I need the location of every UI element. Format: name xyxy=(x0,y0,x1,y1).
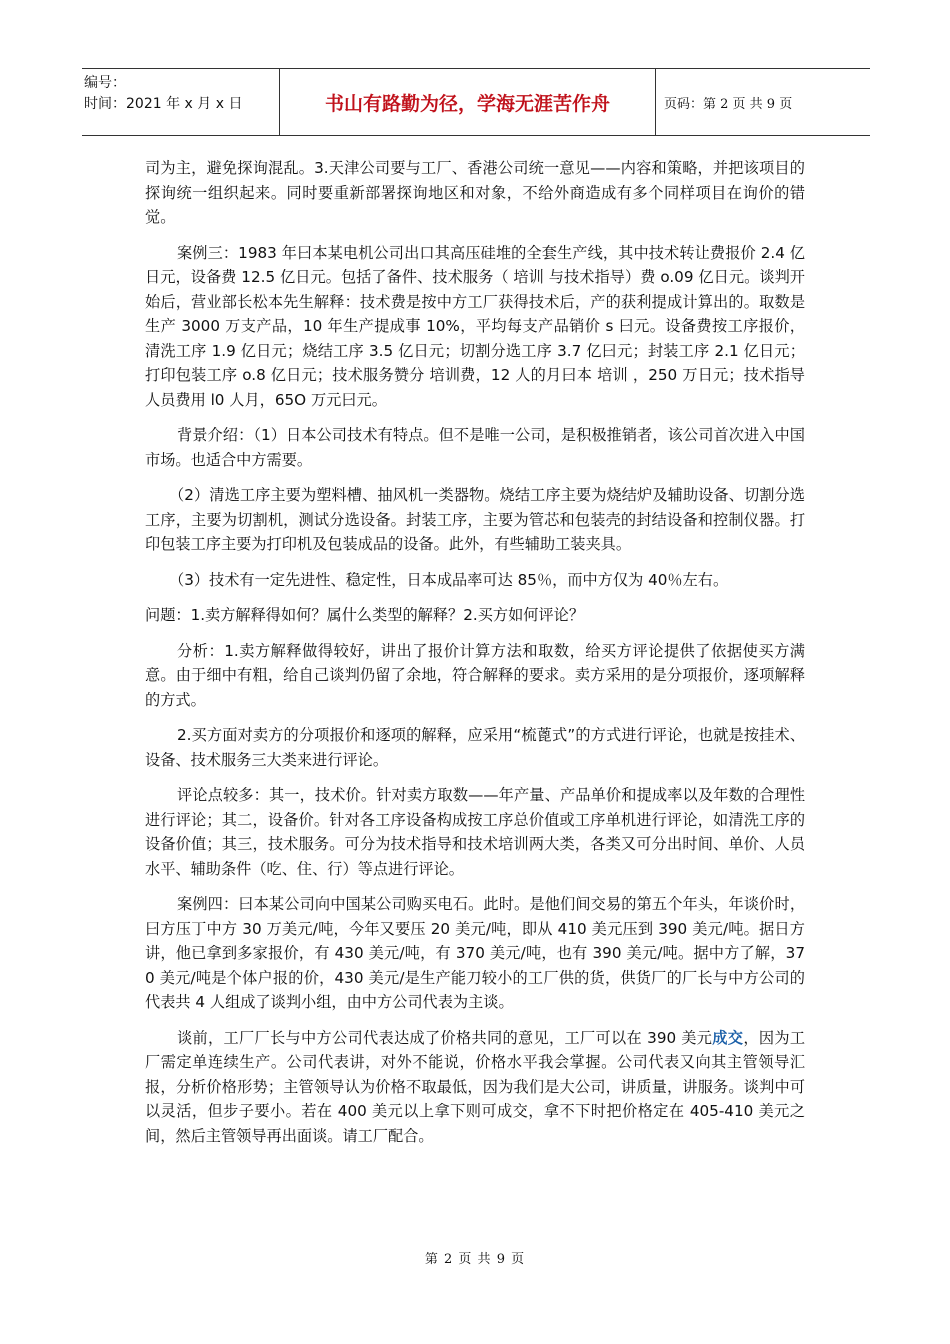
paragraph-review-points: 评论点较多：其一，技术价。针对卖方取数——年产量、产品单价和提成率以及年数的合理性进行评论；其二，设备价。针对各工序设备构成按工序总价值或工序单机进行评论，如清洗工序的设备价值；其三，技术服务。可分为技术指导和技术培训两大类，各类又可分出时间、单价、人员水平、辅助条件（吃、住、行）等点进行评论。 xyxy=(145,786,805,878)
paragraph-background: 背景介绍：（1）日本公司技术有特点。但不是唯一公司，是积极推销者，该公司首次进入中国市场。也适合中方需要。 xyxy=(145,426,805,469)
deal-link[interactable]: 成交 xyxy=(712,1028,744,1047)
header-number-label: 编号： xyxy=(84,75,126,91)
paragraph-case-three: 案例三：1983 年曰本某电机公司出口其高压硅堆的全套生产线，其中技术转让费报价 2.4 亿日元，设备费 12.5 亿日元。包括了备件、技术服务（ 培训 与技术指导）费 o.09 亿日元。谈判开始后，营业部长松本先生解释：技术费是按中方工厂获得技术后，产的获利提成计算出的。取数是生产 3000 万支产品，10 年生产提成事 10%，平均每支产品销价 s 曰元。设备费按工序报价，清洗工序 1.9 亿日元；烧结工序 3.5 亿日元；切割分选工序 3.7 亿曰元；封装工序 2.1 亿日元；打印包装工序 o.8 亿日元；技术服务赞分 培训费，12 人的月曰本 培训 ，250 万日元；技术指导人员费用 l0 人月，65O 万元曰元。 xyxy=(145,243,805,409)
page-header xyxy=(82,68,870,136)
paragraph-continuation: 司为主，避免探询混乱。3.天津公司要与工厂、香港公司统一意见——内容和策略，并把该项目的探询统一组织起来。同时要重新部署探询地区和对象，不给外商造成有多个同样项目在询价的错觉。 xyxy=(145,159,805,226)
header-motto: 书山有路勤为径，学海无涯苦作舟 xyxy=(280,69,656,135)
header-meta xyxy=(82,69,280,135)
paragraph-case-four: 案例四：曰本某公司向中国某公司购买电石。此时。是他们间交易的第五个年头，年谈价时，曰方压丁中方 30 万美元/吨，今年又要压 20 美元/吨，即从 410 美元压到 390 美元/吨。据日方讲，他已拿到多家报价，有 430 美元/吨，有 370 美元/吨，也有 390 美元/吨。据中方了解，370 美元/吨是个体户报的价，430 美元/是生产能刀较小的工厂供的货，供货厂的厂长与中方公司的代表共 4 人组成了谈判小组，由中方公司代表为主谈。 xyxy=(145,895,805,1011)
paragraph-background-2: （2）清选工序主要为塑料槽、抽风机一类器物。烧结工序主要为烧结炉及辅助设备、切割分选工序，主要为切割机，测试分选设备。封装工序，主要为管芯和包装壳的封结设备和控制仪器。打印包装工序主要为打印机及包装成品的设备。此外，有些辅助工装夹具。 xyxy=(145,486,805,553)
document-body xyxy=(145,156,805,1159)
header-page-info-text: 页码：第 2 页 共 9 页 xyxy=(664,96,793,112)
pre-negotiation-text-a: 谈前，工厂厂长与中方公司代表达成了价格共同的意见，工厂可以在 390 美元 xyxy=(177,1028,713,1047)
paragraph-analysis-1: 分析：1.卖方解释做得较好，讲出了报价计算方法和取数，给买方评论提供了依据使买方满意。由于细中有粗，给自己谈判仍留了余地，符合解释的要求。卖方采用的是分项报价，逐项解释的方式。 xyxy=(145,641,805,709)
paragraph-analysis-2: 2.买方面对卖方的分项报价和逐项的解释，应采用“梳蓖式”的方式进行评论，也就是按挂术、设备、技术服务三大类来进行评论。 xyxy=(145,726,805,769)
pre-negotiation-text-b: ，因为工厂需定单连续生产。公司代表讲，对外不能说，价格水平我会掌握。公司代表又向其主管领导汇报，分析价格形势；主管领导认为价格不取最低，因为我们是大公司，讲质量，讲服务。谈判中可以灵活，但步子要小。若在 400 美元以上拿下则可成交，拿不下时把价格定在 405-410 美元之间，然后主管领导再出面谈。请工厂配合。 xyxy=(145,1028,806,1145)
page-footer: 第 2 页 共 9 页 xyxy=(424,1252,526,1267)
header-date-label: 时间：2021 年 x 月 x 日 xyxy=(84,96,243,112)
paragraph-pre-negotiation xyxy=(145,1026,805,1149)
paragraph-question: 问题：1.卖方解释得如何？属什么类型的解释？2.买方如何评论？ xyxy=(145,606,585,624)
paragraph-background-3: （3）技术有一定先进性、稳定性，日本成品率可达 85％，而中方仅为 40％左右。 xyxy=(169,570,729,589)
header-page-info xyxy=(656,69,870,135)
